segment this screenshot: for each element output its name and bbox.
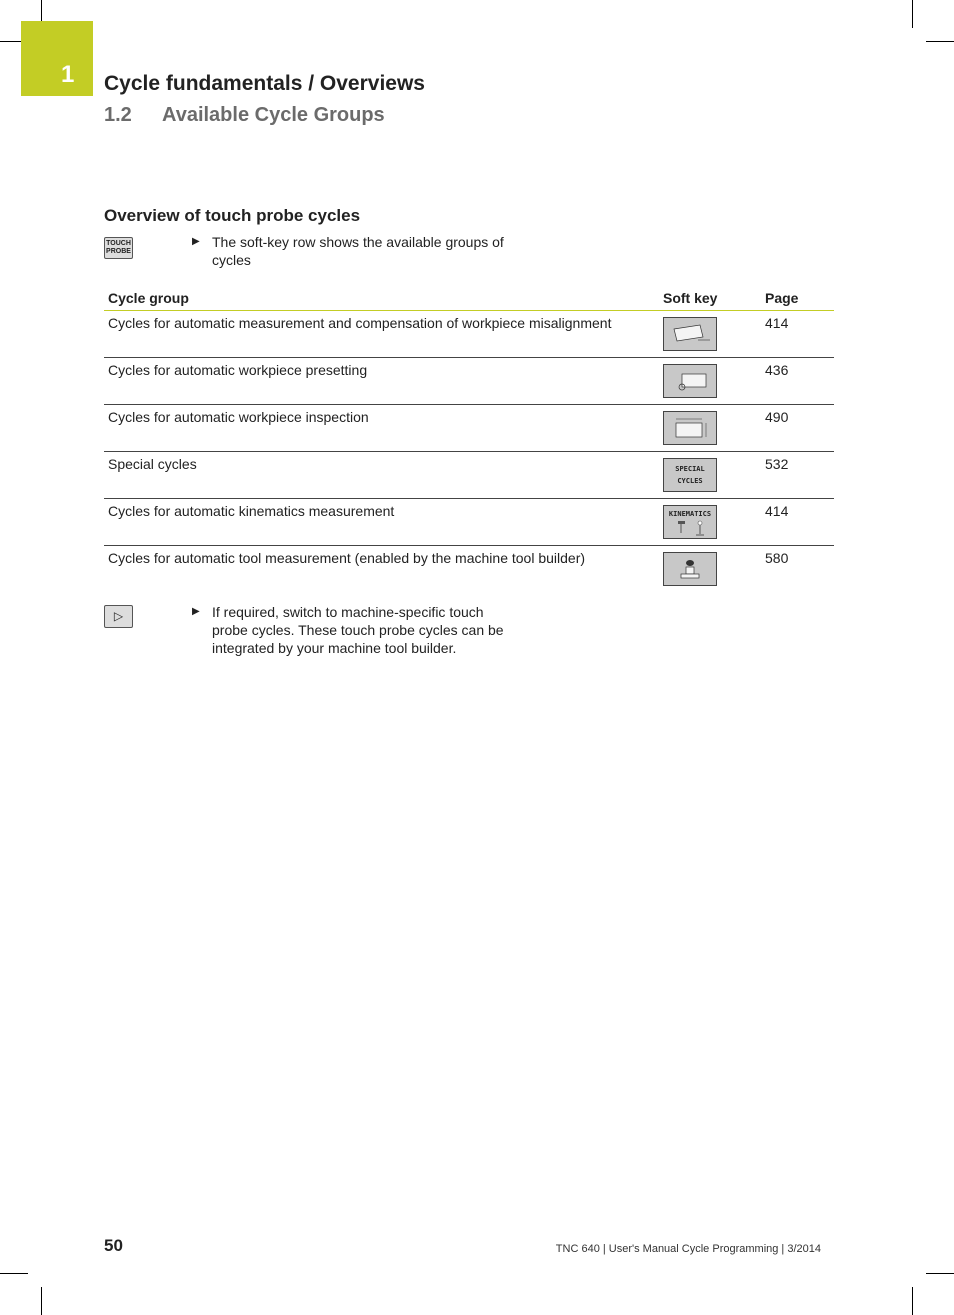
- page-number: 490: [761, 405, 834, 452]
- chapter-title: Cycle fundamentals / Overviews: [104, 72, 425, 95]
- crop-mark: [0, 41, 21, 42]
- misalignment-softkey-icon: [663, 317, 717, 351]
- arrow-right-icon: ▷: [113, 609, 124, 623]
- table-row: [104, 452, 834, 499]
- kinematics-softkey: [663, 505, 717, 539]
- page-number: 414: [761, 499, 834, 546]
- bullet-text: The soft-key row shows the available groups of cycles: [212, 234, 504, 268]
- cycle-group: Cycles for automatic workpiece presetting: [104, 358, 659, 405]
- table-row: [104, 358, 834, 405]
- crop-mark: [926, 1273, 954, 1274]
- page-number: 436: [761, 358, 834, 405]
- page-number: 414: [761, 311, 834, 358]
- special-cycles-softkey: [663, 458, 717, 492]
- key-label: PROBE: [106, 248, 131, 255]
- crop-mark: [926, 41, 954, 42]
- cycle-group: Cycles for automatic kinematics measurement: [104, 499, 659, 546]
- page-number-footer: 50: [104, 1236, 123, 1255]
- header-cycle-group: Cycle group: [104, 287, 659, 311]
- table-row: [104, 499, 834, 546]
- kinematics-icon: [670, 520, 710, 536]
- crop-mark: [0, 1273, 28, 1274]
- footer-text: TNC 640 | User's Manual Cycle Programming | 3/2014: [555, 1243, 821, 1255]
- key-label: TOUCH: [106, 240, 131, 247]
- crop-mark: [41, 0, 42, 21]
- page-number: 532: [761, 452, 834, 499]
- section-title: [104, 104, 385, 127]
- subheading: Overview of touch probe cycles: [104, 206, 361, 225]
- header-soft-key: Soft key: [659, 287, 761, 311]
- table-row: [104, 405, 834, 452]
- tool-measurement-softkey-icon: [663, 552, 717, 586]
- chapter-number: 1: [61, 61, 75, 88]
- crop-mark: [41, 1287, 42, 1315]
- cycle-group: Special cycles: [104, 452, 659, 499]
- crop-mark: [912, 1287, 913, 1315]
- cycle-group: Cycles for automatic measurement and compensation of workpiece misalignment: [104, 311, 659, 358]
- table-row: [104, 546, 834, 593]
- bullet-text: If required, switch to machine-specific touch probe cycles. These touch probe cycles can be integrated by your machine tool builder.: [212, 604, 504, 656]
- chapter-number-box: [21, 21, 93, 96]
- section-number: 1.2: [104, 104, 132, 126]
- cycle-group-table: [104, 287, 834, 593]
- softkey-label: CYCLES: [677, 477, 703, 485]
- bullet-1: [192, 233, 532, 269]
- bullet-triangle-icon: ▶: [192, 606, 200, 617]
- inspection-softkey-icon: [663, 411, 717, 445]
- next-softkey-row-key: [104, 605, 133, 628]
- softkey-label: SPECIAL: [675, 465, 705, 473]
- table-row: [104, 311, 834, 358]
- cycle-group: Cycles for automatic tool measurement (enabled by the machine tool builder): [108, 550, 586, 566]
- softkey-label: KINEMATICS: [668, 510, 712, 518]
- bullet-triangle-icon: ▶: [192, 236, 200, 247]
- page-number: 580: [765, 550, 789, 566]
- header-page: Page: [761, 287, 834, 311]
- cycle-group: Cycles for automatic workpiece inspection: [104, 405, 659, 452]
- bullet-2: [192, 603, 522, 657]
- touch-probe-key: [104, 237, 133, 259]
- presetting-softkey-icon: [663, 364, 717, 398]
- section-name: Available Cycle Groups: [162, 104, 385, 126]
- crop-mark: [912, 0, 913, 28]
